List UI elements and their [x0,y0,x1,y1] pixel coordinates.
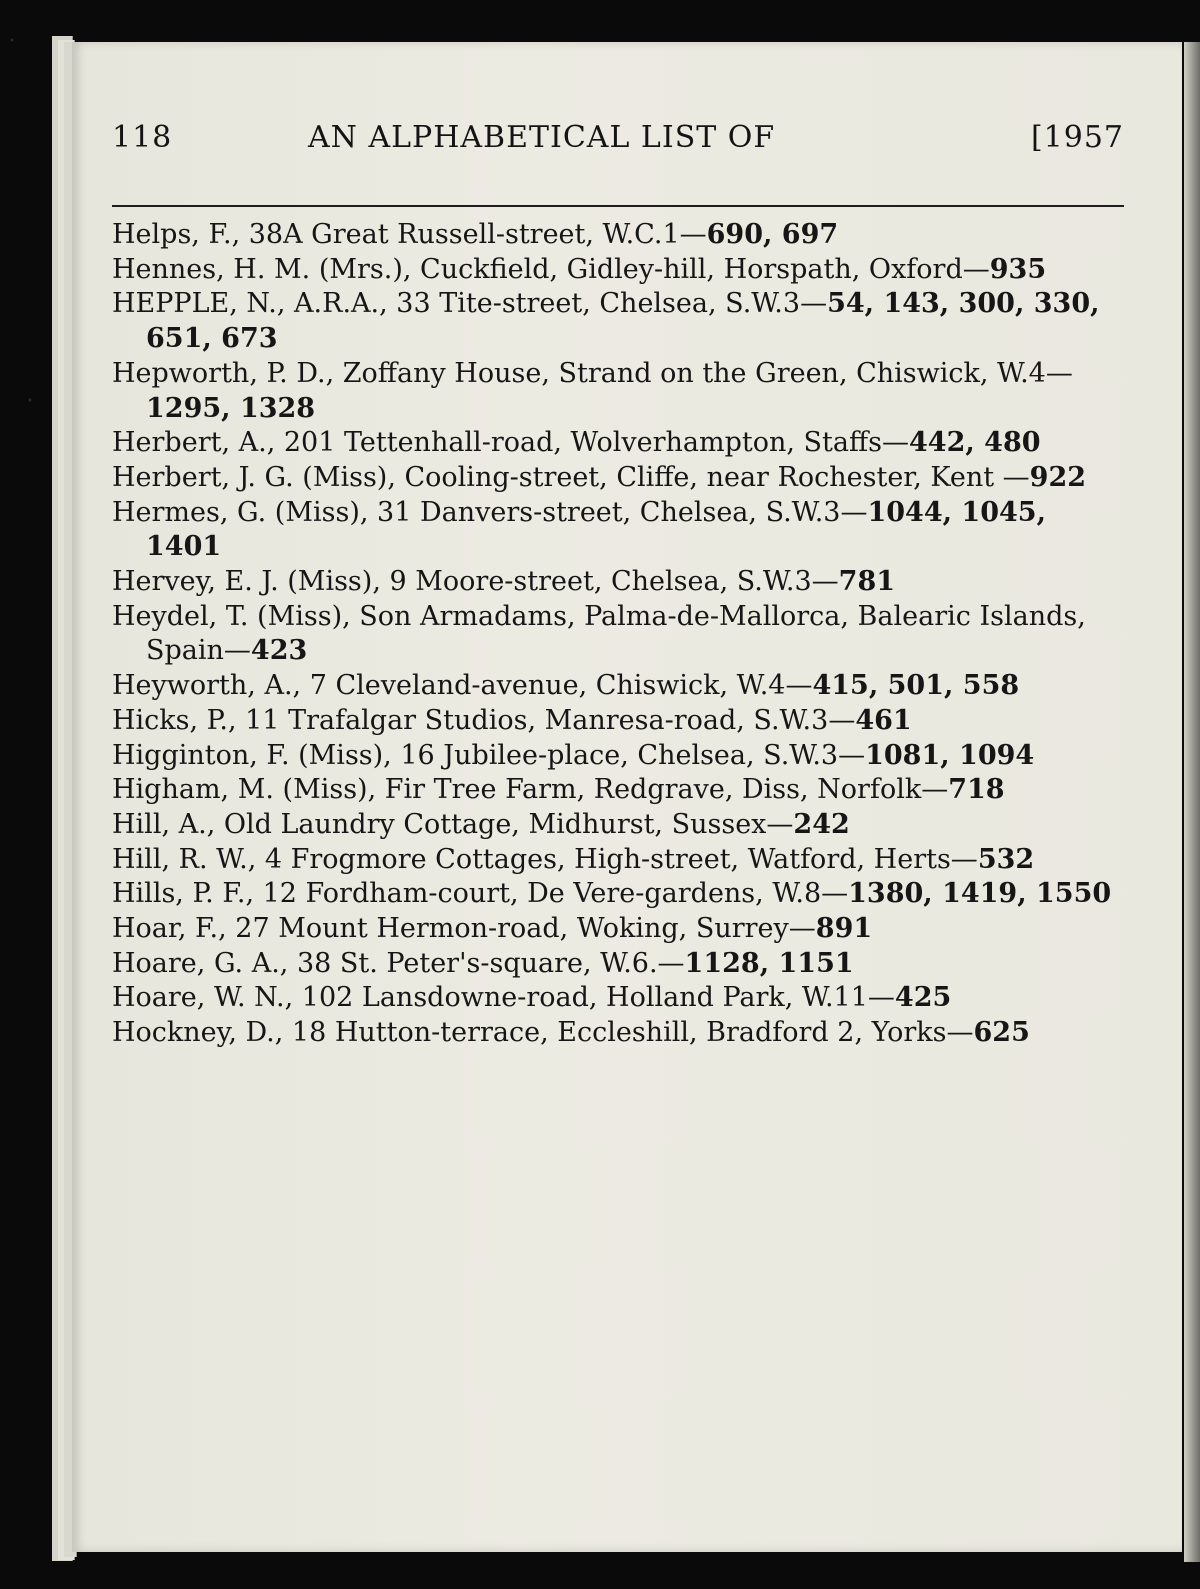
entry-refs: 425 [894,982,952,1014]
list-item [112,357,1124,426]
list-item [112,253,1124,288]
entry-refs: 415, 501, 558 [812,670,1020,702]
list-item [112,704,1124,739]
entry-text: Higham, M. (Miss), Fir Tree Farm, Redgrave, Diss, Norfolk— [112,774,949,806]
list-item [112,426,1124,461]
entry-refs: 1295, 1328 [146,392,316,424]
year-marker: [1957 [1030,120,1124,155]
entry-text: Hepworth, P. D., Zoffany House, Strand on the Green, Chiswick, W.4— [112,357,1073,389]
entry-text: Hills, P. F., 12 Fordham-court, De Vere-gardens, W.8— [112,878,849,910]
entry-refs: 922 [1029,461,1087,493]
entry-refs: 242 [793,808,850,840]
entry-refs: 891 [815,913,873,945]
entry-text: Hockney, D., 18 Hutton-terrace, Eccleshill, Bradford 2, Yorks— [112,1017,974,1049]
page-number: 118 [112,120,173,155]
entry-refs: 423 [250,635,308,667]
running-title: AN ALPHABETICAL LIST OF [308,120,776,155]
list-item [112,496,1124,565]
entry-refs: 690, 697 [706,219,839,250]
entry-text: Herbert, A., 201 Tettenhall-road, Wolverhampton, Staffs— [112,427,909,459]
header-rule [112,205,1124,207]
entry-refs: 718 [948,774,1005,806]
list-item [112,600,1124,669]
list-item [112,739,1124,774]
list-item [112,669,1124,704]
entry-refs: 1380, 1419, 1550 [848,878,1112,910]
entry-refs: 54, 143, 300, 330, 651, 673 [146,288,1100,355]
book-gutter [1184,42,1200,1562]
entry-refs: 625 [973,1017,1030,1049]
list-item [112,287,1124,356]
list-item [112,1016,1124,1051]
entry-text: Hermes, G. (Miss), 31 Danvers-street, Chelsea, S.W.3— [112,496,868,528]
entry-list [112,218,1124,1051]
entry-refs: 1128, 1151 [684,947,854,979]
list-item [112,877,1124,912]
entry-refs: 1081, 1094 [865,739,1035,771]
entry-text: Hervey, E. J. (Miss), 9 Moore-street, Chelsea, S.W.3— [112,566,839,598]
entry-text: Hoare, G. A., 38 St. Peter's-square, W.6.— [112,947,685,979]
entry-text: Heydel, T. (Miss), Son Armadams, Palma-de-Mallorca, Balearic Islands, Spain— [112,600,1086,667]
list-item [112,565,1124,600]
entry-text: Heyworth, A., 7 Cleveland-avenue, Chiswick, W.4— [112,670,813,702]
entry-text: Hennes, H. M. (Mrs.), Cuckfield, Gidley-hill, Horspath, Oxford— [112,253,990,285]
list-item [112,843,1124,878]
entry-text: Herbert, J. G. (Miss), Cooling-street, Cliffe, near Rochester, Kent — [112,461,1030,493]
entry-refs: 935 [989,253,1047,285]
entry-text: Hill, A., Old Laundry Cottage, Midhurst, Sussex— [112,808,794,840]
list-item [112,461,1124,496]
entry-text: Higginton, F. (Miss), 16 Jubilee-place, Chelsea, S.W.3— [112,739,866,771]
list-item [112,773,1124,808]
entry-text: Hill, R. W., 4 Frogmore Cottages, High-street, Watford, Herts— [112,843,978,875]
entry-refs: 781 [838,566,896,598]
entry-refs: 532 [977,843,1035,875]
list-item [112,912,1124,947]
list-item [112,981,1124,1016]
list-item [112,808,1124,843]
list-item [112,947,1124,982]
entry-text: Hoare, W. N., 102 Lansdowne-road, Holland Park, W.11— [112,982,895,1014]
entry-text: Hoar, F., 27 Mount Hermon-road, Woking, Surrey— [112,913,816,945]
entry-refs: 1044, 1045, 1401 [146,496,1046,563]
entry-refs: 461 [855,704,912,736]
list-item [112,218,1124,253]
entry-refs: 442, 480 [909,427,1041,459]
entry-text: Helps, F., 38A Great Russell-street, W.C.1— [112,219,707,250]
entry-text: Hicks, P., 11 Trafalgar Studios, Manresa-road, S.W.3— [112,704,856,736]
entry-text: HEPPLE, N., A.R.A., 33 Tite-street, Chelsea, S.W.3— [112,288,828,320]
running-header [112,108,1124,155]
